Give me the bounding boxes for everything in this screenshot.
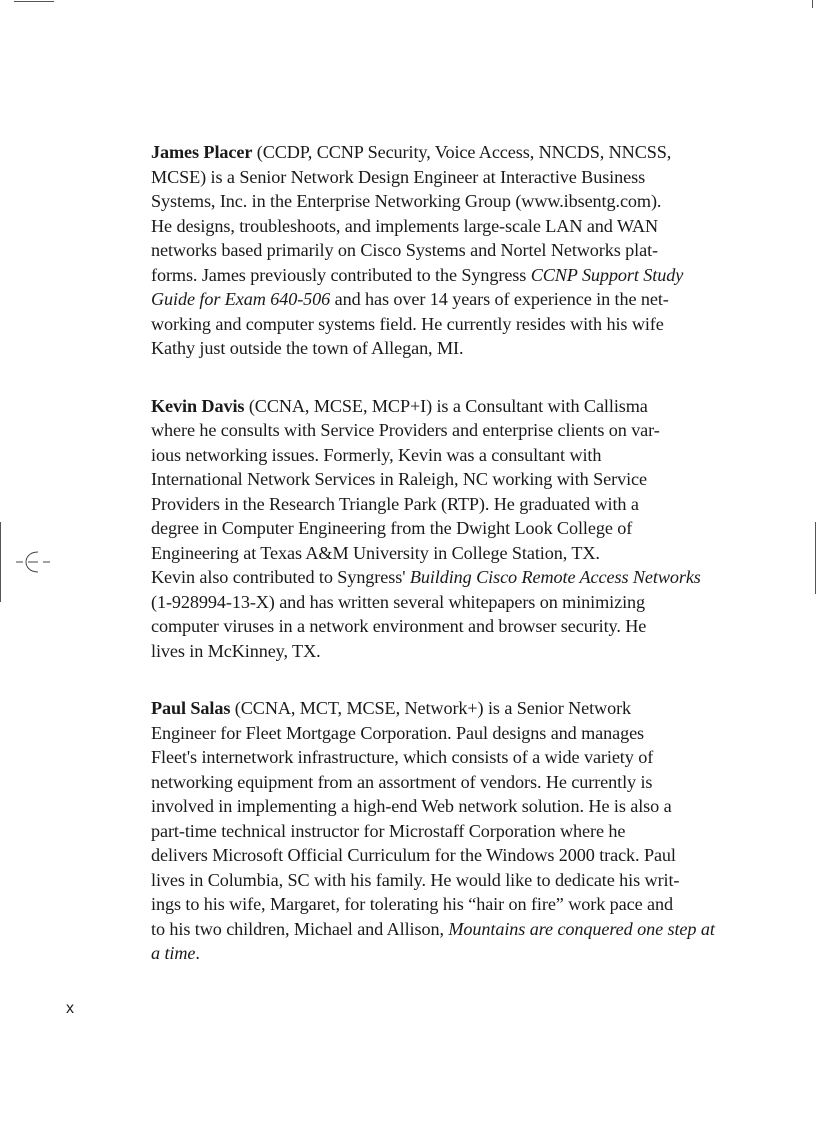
bio-line xyxy=(151,941,699,966)
bio-line xyxy=(151,541,699,566)
bio-line xyxy=(151,492,699,517)
bio-line xyxy=(151,565,699,590)
body-text: degree in Computer Engineering from the Dwight Look College of xyxy=(151,518,633,538)
body-text: involved in implementing a high-end Web network solution. He is also a xyxy=(151,796,672,816)
bio-paul-salas xyxy=(151,696,715,966)
italic-title-text: Building Cisco Remote Access Networks xyxy=(409,567,701,587)
body-text: Engineering at Texas A&M University in College Station, TX. xyxy=(151,542,600,563)
bio-line xyxy=(151,819,699,844)
body-text: where he consults with Service Providers and enterprise clients on var- xyxy=(151,420,660,440)
bio-line xyxy=(151,312,699,337)
body-text: part-time technical instructor for Microstaff Corporation where he xyxy=(151,820,626,841)
bio-line xyxy=(151,745,699,770)
bio-james-placer xyxy=(151,140,699,361)
body-text: Engineer for Fleet Mortgage Corporation. Paul designs and manages xyxy=(151,722,645,743)
body-text: delivers Microsoft Official Curriculum for the Windows 2000 track. Paul xyxy=(151,845,676,865)
bio-line xyxy=(151,843,699,868)
contributor-name: Paul Salas xyxy=(151,698,231,718)
body-text: Kevin also contributed to Syngress' xyxy=(151,567,410,587)
body-text: computer viruses in a network environment and browser security. He xyxy=(151,616,647,636)
body-text: lives in McKinney, TX. xyxy=(151,640,321,661)
bio-line xyxy=(151,467,699,492)
italic-title-text: CCNP Support Study xyxy=(530,264,684,285)
body-text: MCSE) is a Senior Network Design Engineer at Interactive Business xyxy=(151,166,646,187)
crop-mark-top-right xyxy=(812,0,813,8)
bio-line xyxy=(151,721,699,746)
bio-line xyxy=(151,770,699,795)
body-text: He designs, troubleshoots, and implements large-scale LAN and WAN xyxy=(151,215,659,236)
bio-line xyxy=(151,418,699,443)
bio-line xyxy=(151,868,699,893)
body-text: to his two children, Michael and Allison, xyxy=(151,918,449,939)
body-text: ious networking issues. Formerly, Kevin was a consultant with xyxy=(151,444,602,465)
bio-kevin-davis xyxy=(151,394,699,664)
page-number: x xyxy=(66,1000,74,1017)
italic-title-text: Mountains are conquered one step at xyxy=(448,918,715,939)
body-text: and has over 14 years of experience in the net- xyxy=(330,289,669,309)
bio-line xyxy=(151,336,699,361)
body-text: forms. James previously contributed to the Syngress xyxy=(151,264,531,285)
bio-line xyxy=(151,917,715,942)
body-text: (CCNA, MCT, MCSE, Network+) is a Senior Network xyxy=(230,698,632,718)
crop-mark-left xyxy=(0,522,1,602)
body-text: International Network Services in Raleigh, NC working with Service xyxy=(151,469,647,489)
body-text: working and computer systems field. He currently resides with his wife xyxy=(151,313,664,334)
crop-mark-top-left xyxy=(14,1,54,2)
contributors-bios xyxy=(151,140,715,966)
body-text: Systems, Inc. in the Enterprise Networking Group (www.ibsentg.com). xyxy=(151,191,662,211)
body-text: networks based primarily on Cisco Systems and Nortel Networks plat- xyxy=(151,240,659,260)
contributor-name: James Placer xyxy=(151,142,253,162)
body-text: Providers in the Research Triangle Park (RTP). He graduated with a xyxy=(151,493,639,514)
bio-line xyxy=(151,263,699,288)
registration-mark-icon xyxy=(14,549,54,575)
bio-line xyxy=(151,443,699,468)
body-text: ings to his wife, Margaret, for tolerating his “hair on fire” work pace and xyxy=(151,894,673,914)
bio-line xyxy=(151,516,699,541)
bio-line xyxy=(151,892,699,917)
bio-line xyxy=(151,394,699,419)
body-text: (1-928994-13-X) and has written several whitepapers on minimizing xyxy=(151,591,646,612)
italic-title-text: Guide for Exam 640-506 xyxy=(151,289,331,309)
body-text: (CCDP, CCNP Security, Voice Access, NNCDS, NNCSS, xyxy=(252,142,672,162)
bio-line xyxy=(151,287,699,312)
bio-line xyxy=(151,696,699,721)
bio-line xyxy=(151,238,699,263)
bio-line xyxy=(151,614,699,639)
body-text: lives in Columbia, SC with his family. He would like to dedicate his writ- xyxy=(151,869,680,890)
italic-title-text: a time xyxy=(151,943,196,963)
bio-line xyxy=(151,639,699,664)
bio-line xyxy=(151,214,699,239)
bio-line xyxy=(151,189,699,214)
body-text: Fleet's internetwork infrastructure, which consists of a wide variety of xyxy=(151,747,654,767)
body-text: Kathy just outside the town of Allegan, MI. xyxy=(151,338,464,358)
body-text: networking equipment from an assortment of vendors. He currently is xyxy=(151,771,653,792)
bio-line xyxy=(151,140,699,165)
bio-line xyxy=(151,794,699,819)
bio-line xyxy=(151,165,699,190)
body-text: (CCNA, MCSE, MCP+I) is a Consultant with Callisma xyxy=(244,395,648,416)
bio-line xyxy=(151,590,699,615)
contributor-name: Kevin Davis xyxy=(151,395,245,416)
body-text: . xyxy=(195,943,200,963)
